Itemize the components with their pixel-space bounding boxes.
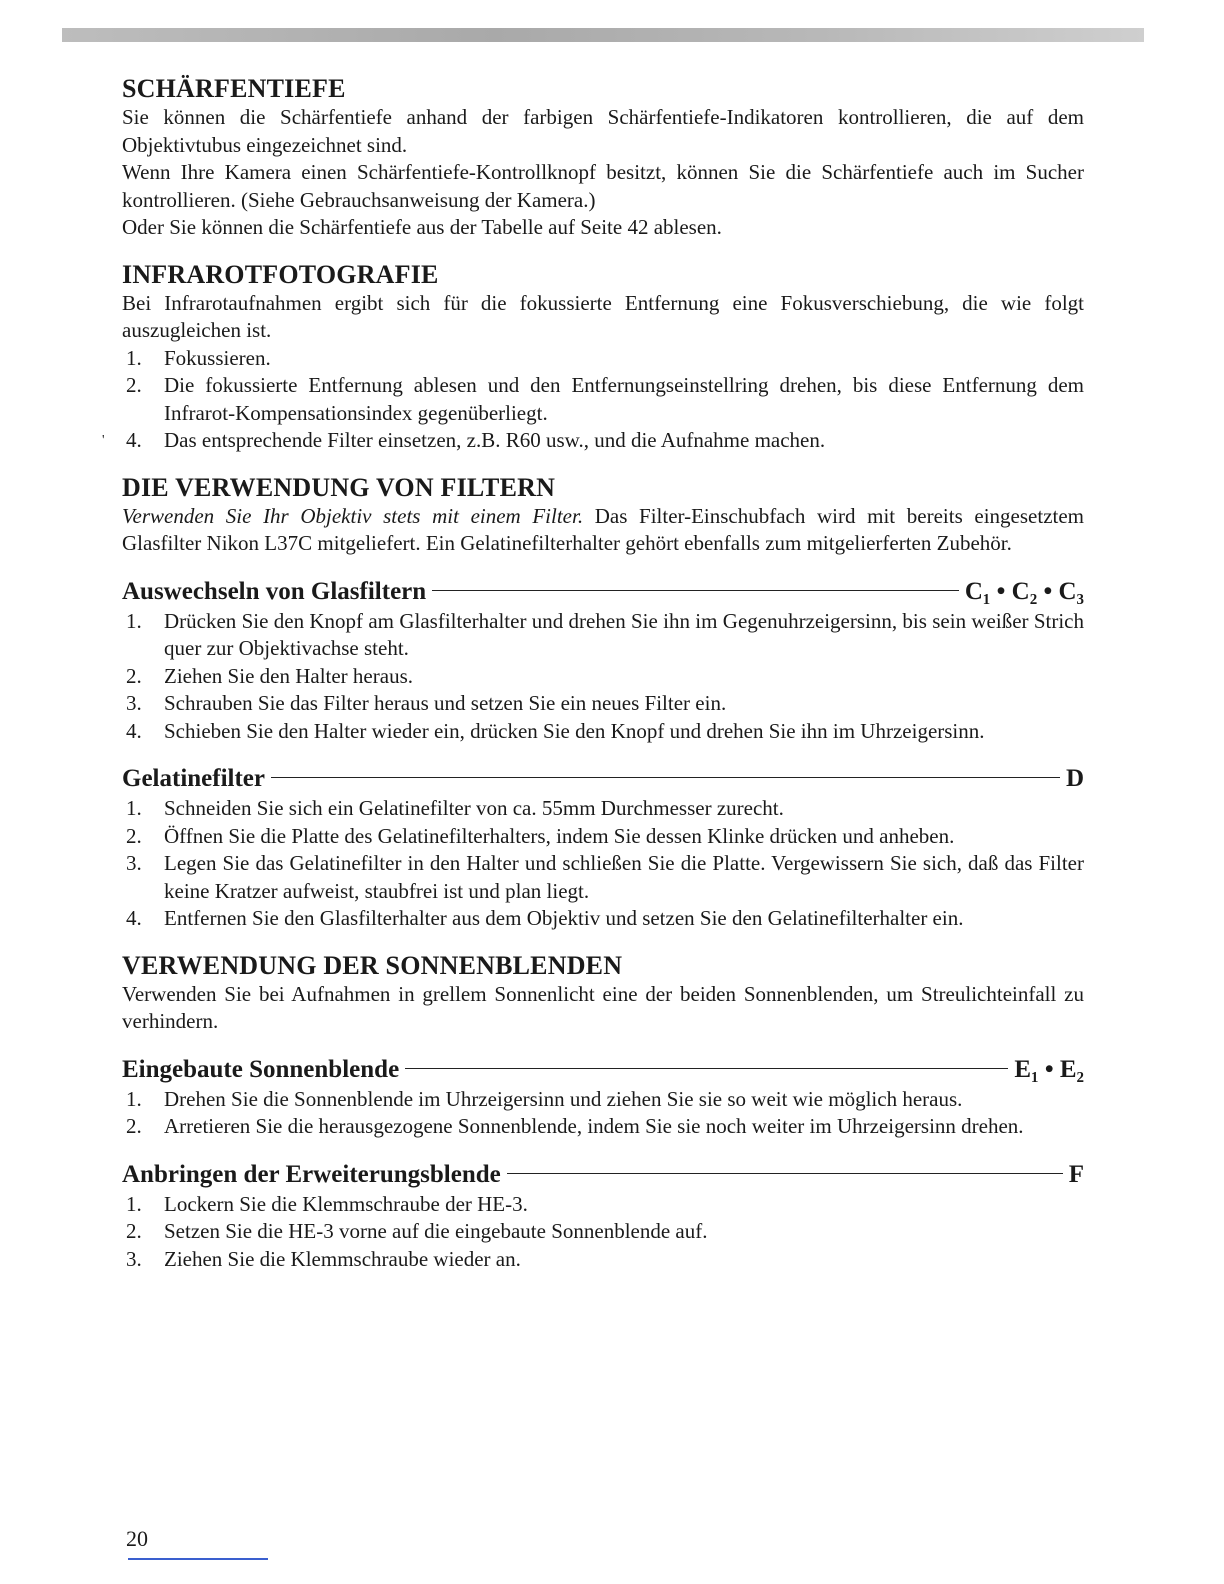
figure-reference: F (1068, 1160, 1084, 1188)
figure-reference: E₁ • E₂ (1014, 1055, 1084, 1083)
paragraph: Oder Sie können die Schärfentiefe aus der Tabelle auf Seite 42 ablesen. (122, 215, 722, 239)
paragraph: Sie können die Schärfentiefe anhand der farbigen Schärfentiefe-Indikatoren kontrollieren, die auf dem Objektivtubus eingezeichnet sind. (122, 105, 1084, 157)
list-item (122, 1218, 1084, 1246)
list-item (122, 372, 1084, 427)
step-number: 1. (126, 1086, 142, 1111)
section-infrared (102, 259, 1084, 455)
subheading-title: Anbringen der Erweiterungsblende (122, 1160, 501, 1188)
page-number: 20 (126, 1526, 148, 1551)
leader-line (405, 1068, 1008, 1069)
step-text: Schrauben Sie das Filter heraus und setzen Sie ein neues Filter ein. (164, 691, 727, 715)
list-item (122, 345, 1084, 373)
step-text: Legen Sie das Gelatinefilter in den Halter und schließen Sie die Platte. Vergewissern Sie sich, daß das Filter keine Kratzer aufweist, staubfrei ist und plan liegt. (164, 851, 1084, 903)
section-glass-filters (122, 576, 1084, 746)
section-title: INFRAROTFOTOGRAFIE (122, 259, 439, 289)
list-item (122, 690, 1084, 718)
step-number: 4. (126, 906, 142, 930)
subheading (122, 1159, 1084, 1191)
section-filters (122, 473, 1084, 558)
step-number: 2. (126, 823, 142, 848)
step-number: 2. (126, 373, 142, 397)
paragraph (122, 503, 1084, 558)
step-number: 3. (126, 851, 142, 875)
footer-line (128, 1558, 268, 1560)
subheading-title: Auswechseln von Glasfiltern (122, 577, 427, 605)
section-depth-of-field (122, 74, 1084, 242)
list-item (102, 427, 1084, 455)
section-extension-hood (122, 1159, 1084, 1274)
body-text: Das Filter-Einschubfach wird mit bereits eingesetztem Glasfilter Nikon L37C mitgeliefert. Ein Gelatinefilterhalter gehört ebenfalls zum mitgelierferten Zubehör. (122, 503, 1084, 555)
step-text: Die fokussierte Entfernung ablesen und den Entfernungseinstellring drehen, bis diese Entfernung dem Infrarot-Kompensationsindex gegenüberliegt. (164, 373, 1084, 425)
page-content (102, 74, 1084, 1291)
list-item (122, 1246, 1084, 1274)
step-number: 4. (126, 718, 142, 743)
step-list (122, 1086, 1084, 1141)
subheading (122, 576, 1084, 608)
step-number: 2. (126, 1219, 142, 1243)
list-item (122, 1086, 1084, 1114)
list-item (122, 608, 1084, 663)
step-text: Schieben Sie den Halter wieder ein, drücken Sie den Knopf und drehen Sie ihn im Uhrzeigersinn. (164, 718, 985, 743)
step-list (102, 345, 1084, 455)
step-text: Ziehen Sie die Klemmschraube wieder an. (164, 1246, 521, 1271)
list-item (122, 1191, 1084, 1219)
section-lens-hoods (122, 951, 1084, 1036)
step-text: Drehen Sie die Sonnenblende im Uhrzeigersinn und ziehen Sie sie so weit wie möglich heraus. (164, 1086, 963, 1111)
leader-line (271, 777, 1060, 778)
paragraph: Wenn Ihre Kamera einen Schärfentiefe-Kontrollknopf besitzt, können Sie die Schärfentiefe auch im Sucher kontrollieren. (Siehe Gebrauchsanweisung der Kamera.) (122, 160, 1084, 212)
step-text: Schneiden Sie sich ein Gelatinefilter von ca. 55mm Durchmesser zurecht. (164, 796, 784, 820)
figure-reference: C₁ • C₂ • C₃ (964, 577, 1084, 605)
step-list (122, 1191, 1084, 1274)
list-item (122, 795, 1084, 823)
paragraph: Bei Infrarotaufnahmen ergibt sich für die fokussierte Entfernung eine Fokusverschiebung, die wie folgt auszugleichen ist. (122, 290, 1084, 342)
step-number: 3. (126, 1246, 142, 1271)
section-gelatin-filter (122, 763, 1084, 933)
list-item (122, 823, 1084, 851)
step-number: 1. (126, 1191, 142, 1216)
step-number: 1. (126, 608, 142, 633)
leader-line (507, 1173, 1063, 1174)
subheading (122, 1054, 1084, 1086)
step-number: 2. (126, 1114, 142, 1138)
step-number: 1. (126, 345, 142, 370)
step-number: 4. (126, 428, 142, 452)
list-item (122, 850, 1084, 905)
emphasis-text: Verwenden Sie Ihr Objektiv stets mit einem Filter. (122, 503, 584, 528)
step-number: 3. (126, 691, 142, 715)
subheading (122, 763, 1084, 795)
list-item (122, 905, 1084, 933)
subheading-title: Eingebaute Sonnenblende (122, 1055, 400, 1083)
list-item (122, 663, 1084, 691)
step-text: Drücken Sie den Knopf am Glasfilterhalter und drehen Sie ihn im Gegenuhrzeigersinn, bis sein weißer Strich quer zur Objektivachse steht. (164, 608, 1084, 660)
step-list (122, 608, 1084, 746)
figure-reference: D (1065, 765, 1084, 792)
step-text: Ziehen Sie den Halter heraus. (164, 663, 413, 688)
step-text: Setzen Sie die HE-3 vorne auf die eingebaute Sonnenblende auf. (164, 1219, 708, 1243)
section-title: VERWENDUNG DER SONNENBLENDEN (122, 950, 623, 980)
step-text: Arretieren Sie die herausgezogene Sonnenblende, indem Sie sie noch weiter im Uhrzeigersinn drehen. (164, 1114, 1024, 1138)
list-item (122, 1113, 1084, 1141)
paragraph: Verwenden Sie bei Aufnahmen in grellem Sonnenlicht eine der beiden Sonnenblenden, um Streulichteinfall zu verhindern. (122, 981, 1084, 1033)
section-builtin-hood (122, 1054, 1084, 1141)
step-text: Öffnen Sie die Platte des Gelatinefilterhalters, indem Sie dessen Klinke drücken und anheben. (164, 823, 955, 848)
step-number: 1. (126, 796, 142, 820)
step-text: Lockern Sie die Klemmschraube der HE-3. (164, 1191, 528, 1216)
header-bar (62, 28, 1144, 42)
subheading-title: Gelatinefilter (122, 765, 265, 792)
step-text: Das entsprechende Filter einsetzen, z.B. R60 usw., und die Aufnahme machen. (164, 428, 826, 452)
step-text: Fokussieren. (164, 345, 271, 370)
step-text: Entfernen Sie den Glasfilterhalter aus dem Objektiv und setzen Sie den Gelatinefilterhalter ein. (164, 906, 964, 930)
leader-line (432, 590, 959, 591)
step-number: 2. (126, 663, 142, 688)
margin-tick: ' (102, 433, 105, 448)
list-item (122, 718, 1084, 746)
section-title: SCHÄRFENTIEFE (122, 74, 346, 103)
step-list (122, 795, 1084, 933)
section-title: DIE VERWENDUNG VON FILTERN (122, 472, 556, 502)
